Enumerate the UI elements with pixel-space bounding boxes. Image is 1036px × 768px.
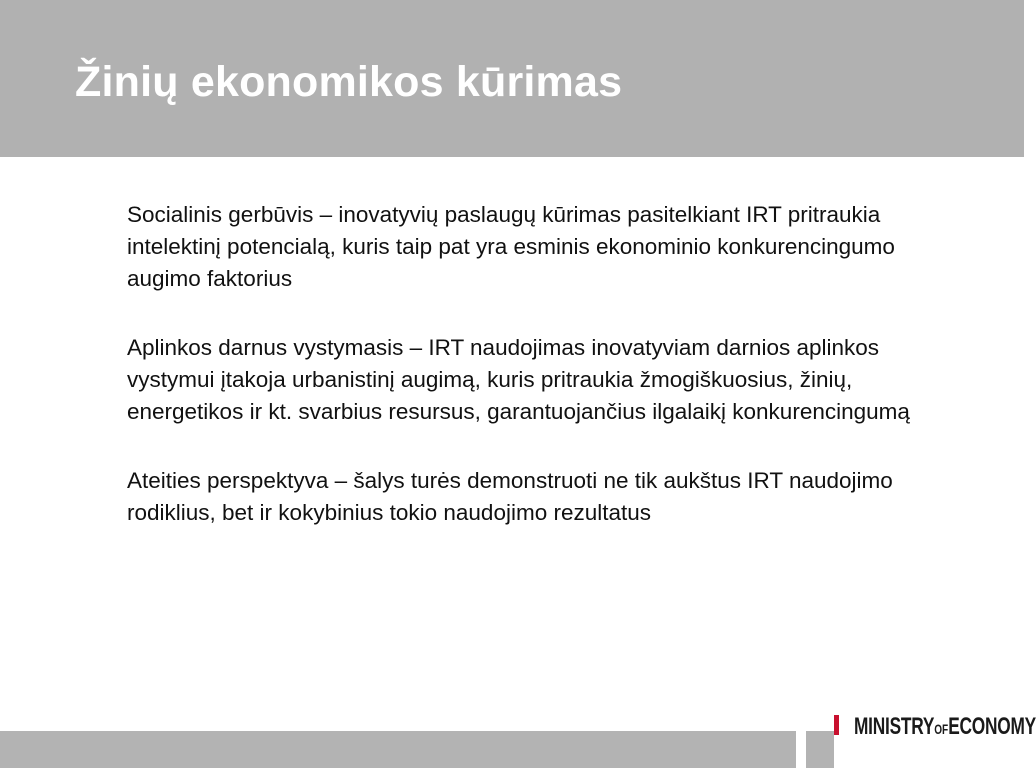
paragraph-sustainable-development: Aplinkos darnus vystymasis – IRT naudojimas inovatyviam darnios aplinkos vystymui įtakoja urbanistinį augimą, kuris pritraukia žmogiškuosius, žinių, energetikos ir kt. svarbius resursus, garantuojančius ilgalaikį konkurencingumą bbox=[127, 335, 910, 424]
logo-text-ministry: MINISTRY bbox=[854, 713, 935, 740]
title-band bbox=[0, 0, 1024, 157]
footer-gray-block bbox=[806, 731, 834, 768]
logo-red-mark bbox=[834, 715, 839, 735]
slide-body bbox=[127, 199, 927, 566]
paragraph-future-perspective: Ateities perspektyva – šalys turės demonstruoti ne tik aukštus IRT naudojimo rodiklius, bet ir kokybinius tokio naudojimo rezultatus bbox=[127, 468, 893, 525]
logo-text-economy: ECONOMY bbox=[948, 713, 1036, 740]
footer-bar bbox=[0, 731, 796, 768]
slide-title: Žinių ekonomikos kūrimas bbox=[75, 58, 623, 106]
paragraph-social-welfare: Socialinis gerbūvis – inovatyvių paslaugų kūrimas pasitelkiant IRT pritraukia intelektinį potencialą, kuris taip pat yra esminis ekonominio konkurencingumo augimo faktorius bbox=[127, 202, 895, 291]
ministry-of-economy-logo bbox=[854, 713, 1036, 741]
logo-text-of: OF bbox=[934, 721, 949, 737]
